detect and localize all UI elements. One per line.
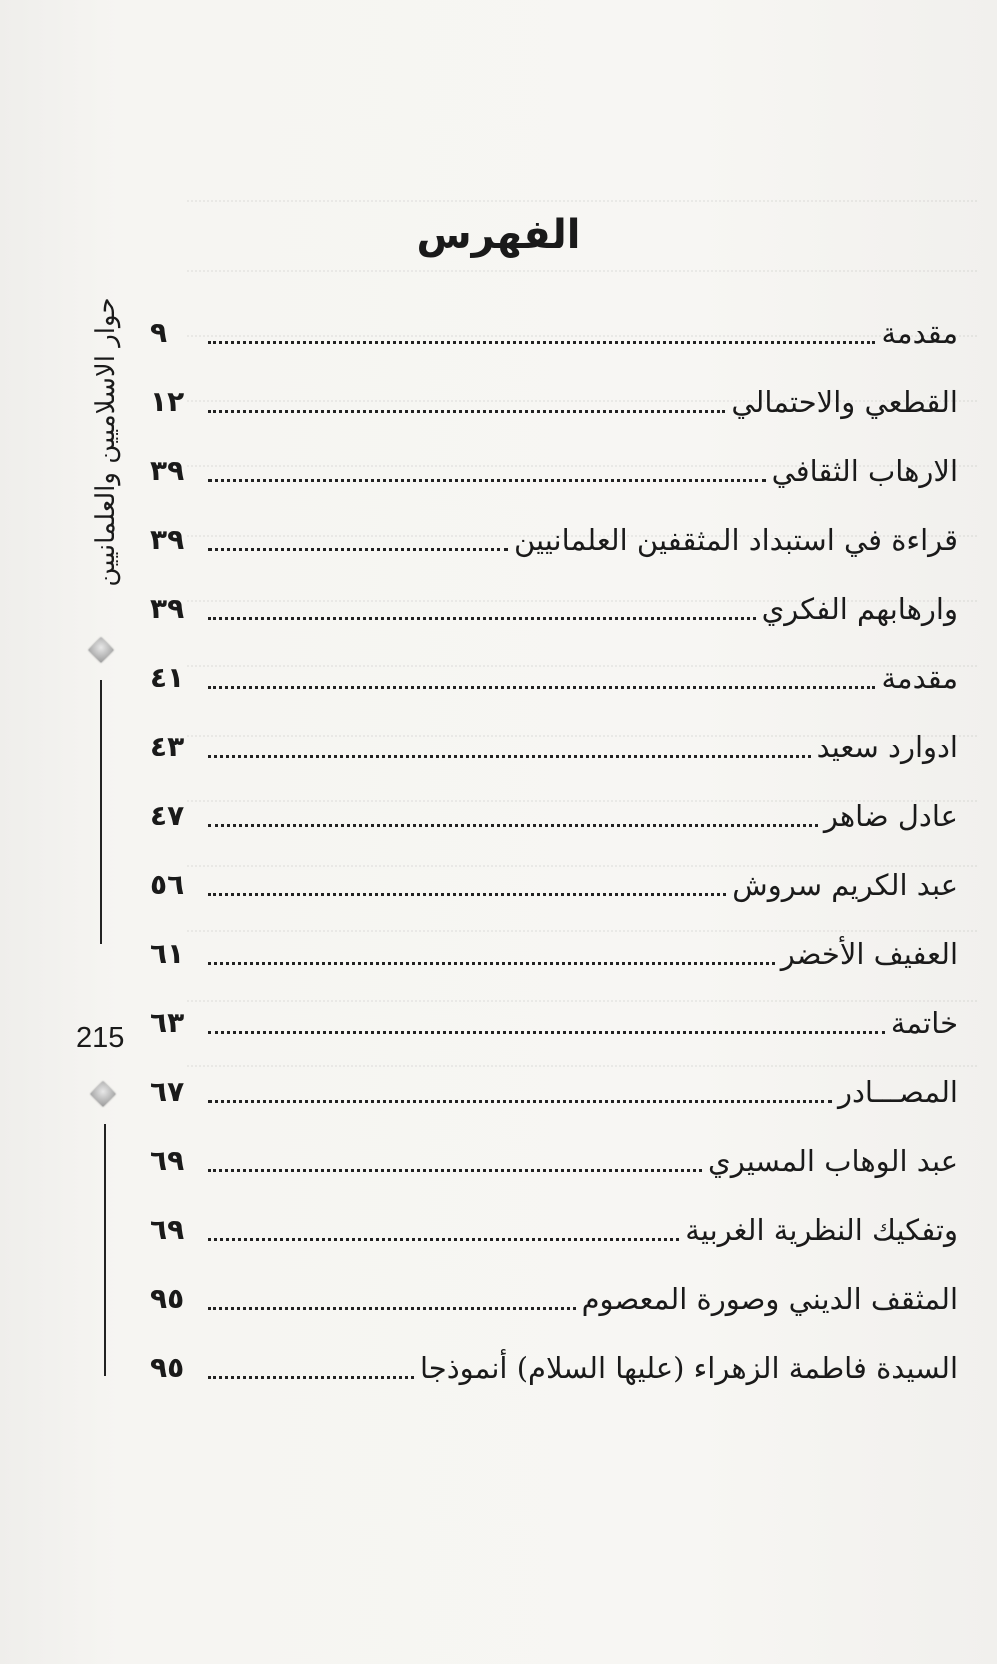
bleed-through-line [187, 200, 977, 202]
toc-entry [150, 629, 958, 698]
toc-entry [150, 491, 958, 560]
toc-entry-title: وتفكيك النظرية الغربية [685, 1213, 958, 1247]
page-number: 215 [76, 1022, 125, 1054]
margin-rule-lower [104, 1124, 106, 1376]
toc-entry-title: المثقف الديني وصورة المعصوم [581, 1282, 958, 1316]
dot-leader [208, 1169, 702, 1172]
dot-leader [208, 1376, 414, 1379]
dot-leader [208, 686, 875, 689]
toc-entry-title: قراءة في استبداد المثقفين العلمانيين [513, 523, 958, 557]
toc-entry [150, 284, 958, 353]
toc-entry-title: عادل ضاهر [823, 799, 958, 833]
toc-entry-title: القطعي والاحتمالي [731, 385, 958, 419]
toc-entry-title: خاتمة [890, 1006, 958, 1040]
toc-entry-page: ٦٩ [150, 1144, 185, 1177]
toc-entry [150, 905, 958, 974]
toc-entry [150, 767, 958, 836]
page-title: الفهرس [416, 212, 581, 258]
toc-entry-page: ٦٣ [150, 1006, 185, 1039]
toc-entry [150, 698, 958, 767]
bleed-through-line [187, 270, 977, 272]
toc-entry-title: العفيف الأخضر [780, 937, 958, 971]
toc-entry-page: ٥٦ [150, 868, 185, 901]
dot-leader [208, 1031, 885, 1034]
toc-entry-page: ٦١ [150, 937, 185, 970]
dot-leader [208, 1100, 832, 1103]
toc-entry [150, 836, 958, 905]
ornament-diamond-icon [90, 1081, 115, 1106]
ornament-diamond-icon [88, 637, 113, 662]
toc-entry [150, 1319, 958, 1388]
toc-entry-page: ٤١ [150, 661, 185, 694]
toc-entry-page: ٩ [150, 316, 168, 349]
toc-entry-page: ٩٥ [150, 1282, 185, 1315]
dot-leader [208, 479, 766, 482]
toc-entry-page: ٣٩ [150, 592, 185, 625]
toc-entry-title: المصـــادر [837, 1075, 958, 1109]
dot-leader [208, 755, 811, 758]
dot-leader [208, 824, 818, 827]
toc-entry-page: ٩٥ [150, 1351, 185, 1384]
toc-entry [150, 560, 958, 629]
dot-leader [208, 1307, 576, 1310]
margin-rule-upper [100, 680, 102, 944]
toc-entry-page: ٤٧ [150, 799, 185, 832]
dot-leader [208, 962, 775, 965]
toc-entry-page: ١٢ [150, 385, 185, 418]
dot-leader [208, 893, 726, 896]
toc-entry-title: عبد الكريم سروش [732, 868, 958, 902]
toc-entry-title: مقدمة [881, 316, 958, 350]
toc-entry-page: ٤٣ [150, 730, 185, 763]
dot-leader [208, 548, 508, 551]
toc-entry-page: ٦٩ [150, 1213, 185, 1246]
toc-entry [150, 1181, 958, 1250]
toc-entry-title: وارهابهم الفكري [761, 592, 958, 626]
dot-leader [208, 341, 875, 344]
dot-leader [208, 617, 756, 620]
dot-leader [208, 410, 725, 413]
toc-entry-title: ادوارد سعيد [816, 730, 958, 764]
toc-entry-title: السيدة فاطمة الزهراء (عليها السلام) أنموذجا [419, 1351, 958, 1385]
toc-entry-page: ٣٩ [150, 523, 185, 556]
toc-entry [150, 353, 958, 422]
toc-entry-title: الارهاب الثقافي [771, 454, 958, 488]
table-of-contents [150, 284, 958, 1388]
toc-entry [150, 974, 958, 1043]
running-head-book-title: حوار الاسلاميين والعلمانيين [91, 297, 121, 587]
toc-entry-title: مقدمة [881, 661, 958, 695]
dot-leader [208, 1238, 679, 1241]
toc-entry [150, 422, 958, 491]
toc-entry-title: عبد الوهاب المسيري [708, 1144, 958, 1178]
toc-entry [150, 1250, 958, 1319]
toc-entry-page: ٣٩ [150, 454, 185, 487]
toc-entry [150, 1112, 958, 1181]
toc-entry-page: ٦٧ [150, 1075, 185, 1108]
toc-entry [150, 1043, 958, 1112]
